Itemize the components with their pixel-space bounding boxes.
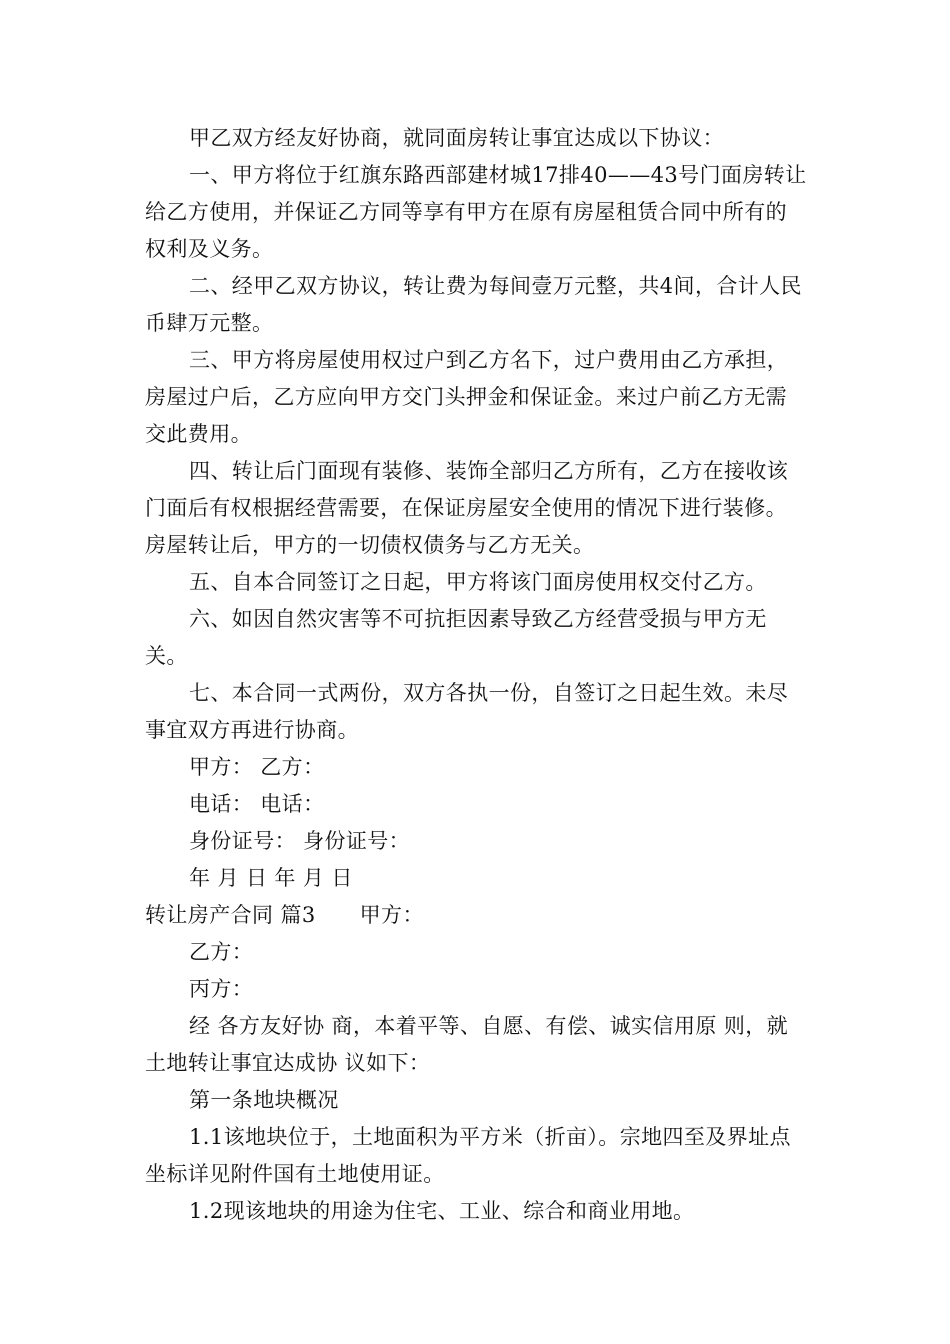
- paragraph: 一、甲方将位于红旗东路西部建材城17排40——43号门面房转让给乙方使用，并保证乙方同等享有甲方在原有房屋租赁合同中所有的权利及义务。: [145, 163, 807, 261]
- signature-line-phone: 电话： 电话：: [189, 792, 325, 816]
- paragraph: 二、经甲乙双方协议，转让费为每间壹万元整，共4间，合计人民币肆万元整。: [145, 274, 802, 335]
- paragraph: 甲乙双方经友好协商，就同面房转让事宜达成以下协议：: [189, 126, 724, 150]
- paragraph: 经 各方友好协 商，本着平等、自愿、有偿、诚实信用原 则，就土地转让事宜达成协 议如下：: [145, 1014, 789, 1075]
- section-heading-line: [145, 897, 807, 934]
- section-party-a: 甲方：: [359, 903, 424, 927]
- paragraph: 五、自本合同签订之日起，甲方将该门面房使用权交付乙方。: [189, 570, 767, 594]
- document-body: [145, 120, 807, 1230]
- signature-line-date: 年 月 日 年 月 日: [189, 866, 353, 890]
- article-heading: 第一条地块概况: [189, 1088, 339, 1112]
- paragraph: 三、甲方将房屋使用权过户到乙方名下，过户费用由乙方承担，房屋过户后，乙方应向甲方交门头押金和保证金。来过户前乙方无需交此费用。: [145, 348, 789, 446]
- party-b-line: 乙方：: [189, 940, 254, 964]
- paragraph: 1.1该地块位于，土地面积为平方米（折亩）。宗地四至及界址点坐标详见附件国有土地使用证。: [145, 1125, 791, 1186]
- signature-line-party: 甲方： 乙方：: [189, 755, 325, 779]
- paragraph: 1.2现该地块的用途为住宅、工业、综合和商业用地。: [189, 1199, 695, 1223]
- signature-line-id: 身份证号： 身份证号：: [189, 829, 411, 853]
- paragraph: 六、如因自然灾害等不可抗拒因素导致乙方经营受损与甲方无关。: [145, 607, 767, 668]
- paragraph: 四、转让后门面现有装修、装饰全部归乙方所有，乙方在接收该门面后有权根据经营需要，在保证房屋安全使用的情况下进行装修。房屋转让后，甲方的一切债权债务与乙方无关。: [145, 459, 789, 557]
- section-title: 转让房产合同 篇3: [145, 903, 316, 927]
- party-c-line: 丙方：: [189, 977, 254, 1001]
- paragraph: 七、本合同一式两份，双方各执一份，自签订之日起生效。未尽事宜双方再进行协商。: [145, 681, 789, 742]
